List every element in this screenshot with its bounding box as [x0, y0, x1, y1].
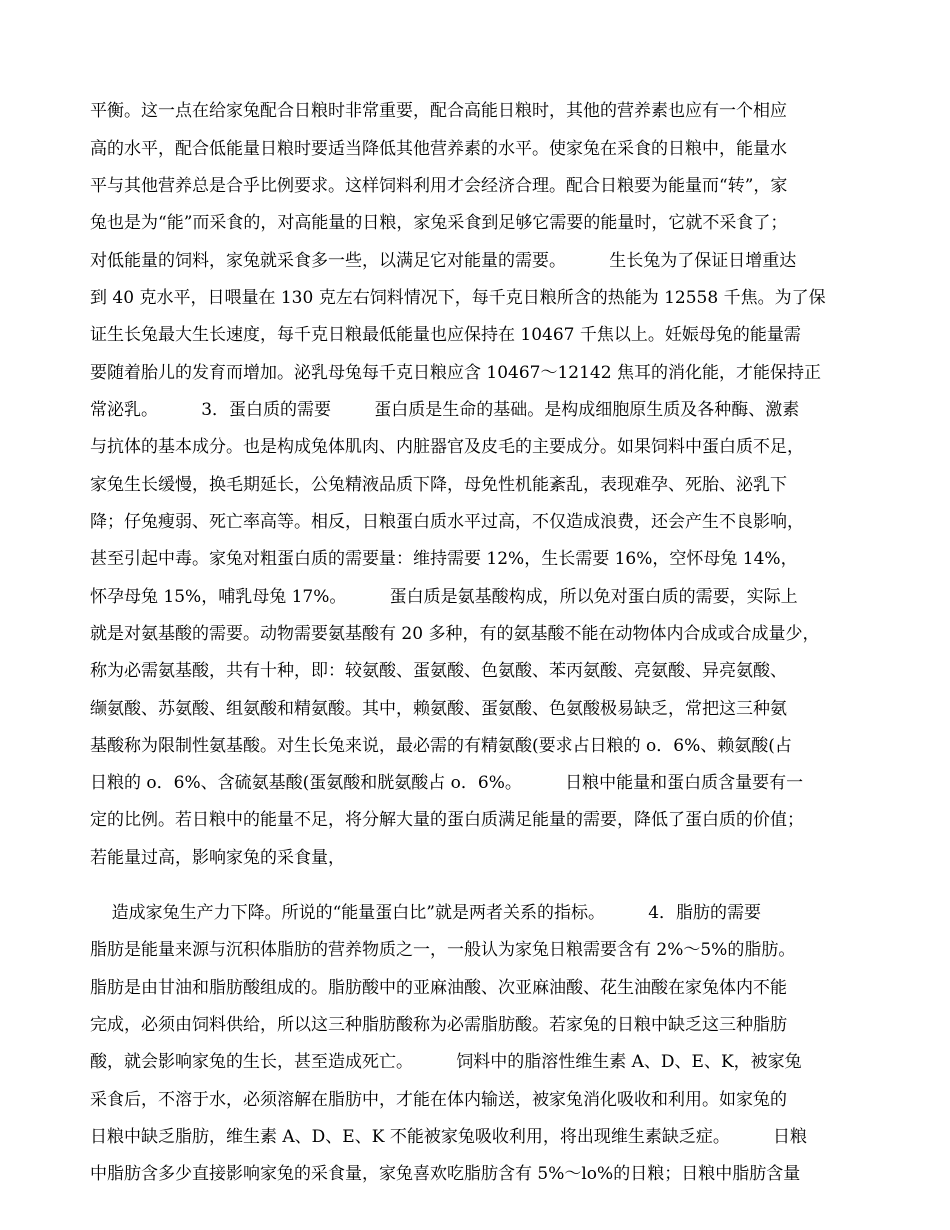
text-line: 对低能量的饲料，家兔就采食多一些，以满足它对能量的需要。 生长兔为了保证日增重达	[90, 251, 797, 271]
text-line: 缬氨酸、苏氨酸、组氨酸和精氨酸。其中，赖氨酸、蛋氨酸、色氨酸极易缺乏，常把这三种氨	[90, 699, 787, 719]
text-line: 降；仔兔瘦弱、死亡率高等。相反，日粮蛋白质水平过高，不仅造成浪费，还会产生不良影响，	[90, 512, 804, 532]
text-line: 平衡。这一点在给家兔配合日粮时非常重要，配合高能日粮时，其他的营养素也应有一个相应	[90, 101, 787, 121]
text-line: 称为必需氨基酸，共有十种，即：较氨酸、蛋氨酸、色氨酸、苯丙氨酸、亮氨酸、异亮氨酸、	[90, 661, 787, 681]
text-line: 脂肪是能量来源与沉积体脂肪的营养物质之一，一般认为家兔日粮需要含有 2%～5%的脂肪。	[90, 940, 796, 960]
text-line: 兔也是为“能”而采食的，对高能量的日粮，家兔采食到足够它需要的能量时，它就不采食了；	[90, 213, 788, 233]
text-line: 完成，必须由饲料供给，所以这三种脂肪酸称为必需脂肪酸。若家兔的日粮中缺乏这三种脂肪	[90, 1015, 787, 1035]
text-line: 采食后，不溶于水，必须溶解在脂肪中，才能在体内输送，被家兔消化吸收和利用。如家兔的	[90, 1090, 787, 1110]
text-line: 脂肪是由甘油和脂肪酸组成的。脂肪酸中的亚麻油酸、次亚麻油酸、花生油酸在家兔体内不能	[90, 978, 787, 998]
text-line: 到 40 克水平，日喂量在 130 克左右饲料情况下，每千克日粮所含的热能为 12558 千焦。为了保	[90, 288, 826, 308]
text-line: 造成家兔生产力下降。所说的“能量蛋白比”就是两者关系的指标。 4．脂肪的需要	[90, 903, 762, 923]
text-line: 与抗体的基本成分。也是构成兔体肌肉、内脏器官及皮毛的主要成分。如果饲料中蛋白质不足，	[90, 437, 804, 457]
text-line: 若能量过高，影响家兔的采食量，	[90, 848, 345, 868]
text-line: 甚至引起中毒。家兔对粗蛋白质的需要量：维持需要 12%，生长需要 16%，空怀母兔 14%，	[90, 549, 798, 569]
text-line: 日粮中缺乏脂肪，维生素 A、D、E、K 不能被家兔吸收利用，将出现维生素缺乏症。 日粮	[90, 1127, 808, 1147]
text-line: 定的比例。若日粮中的能量不足，将分解大量的蛋白质满足能量的需要，降低了蛋白质的价值；	[90, 810, 804, 830]
text-line: 要随着胎儿的发育而增加。泌乳母兔每千克日粮应含 10467～12142 焦耳的消化能，才能保持正	[90, 363, 821, 383]
text-line: 基酸称为限制性氨基酸。对生长兔来说，最必需的有精氨酸(要求占日粮的 o．6%、赖氨酸(占	[90, 736, 792, 756]
text-line: 常泌乳。 3．蛋白质的需要 蛋白质是生命的基础。是构成细胞原生质及各种酶、激素	[90, 400, 800, 420]
text-line: 高的水平，配合低能量日粮时要适当降低其他营养素的水平。使家兔在采食的日粮中，能量水	[90, 139, 787, 159]
text-line: 就是对氨基酸的需要。动物需要氨基酸有 20 多种，有的氨基酸不能在动物体内合成或合成量少，	[90, 624, 820, 644]
text-line: 平与其他营养总是合乎比例要求。这样饲料利用才会经济合理。配合日粮要为能量而“转”，家	[90, 176, 788, 196]
text-line: 家兔生长缓慢，换毛期延长，公兔精液品质下降，母免性机能紊乱，表现难孕、死胎、泌乳下	[90, 475, 787, 495]
text-line: 怀孕母兔 15%，哺乳母兔 17%。 蛋白质是氨基酸构成，所以免对蛋白质的需要，实际上	[90, 587, 798, 607]
text-line: 日粮的 o．6%、含硫氨基酸(蛋氨酸和胱氨酸占 o．6%。 日粮中能量和蛋白质含量要有一	[90, 773, 804, 793]
text-line: 酸，就会影响家兔的生长，甚至造成死亡。 饲料中的脂溶性维生素 A、D、E、K，被家兔	[90, 1052, 802, 1072]
text-line: 证生长兔最大生长速度，每千克日粮最低能量也应保持在 10467 千焦以上。妊娠母兔的能量需	[90, 325, 801, 345]
text-line: 中脂肪含多少直接影响家兔的采食量，家兔喜欢吃脂肪含有 5%～lo%的日粮；日粮中脂肪含量	[90, 1164, 801, 1184]
